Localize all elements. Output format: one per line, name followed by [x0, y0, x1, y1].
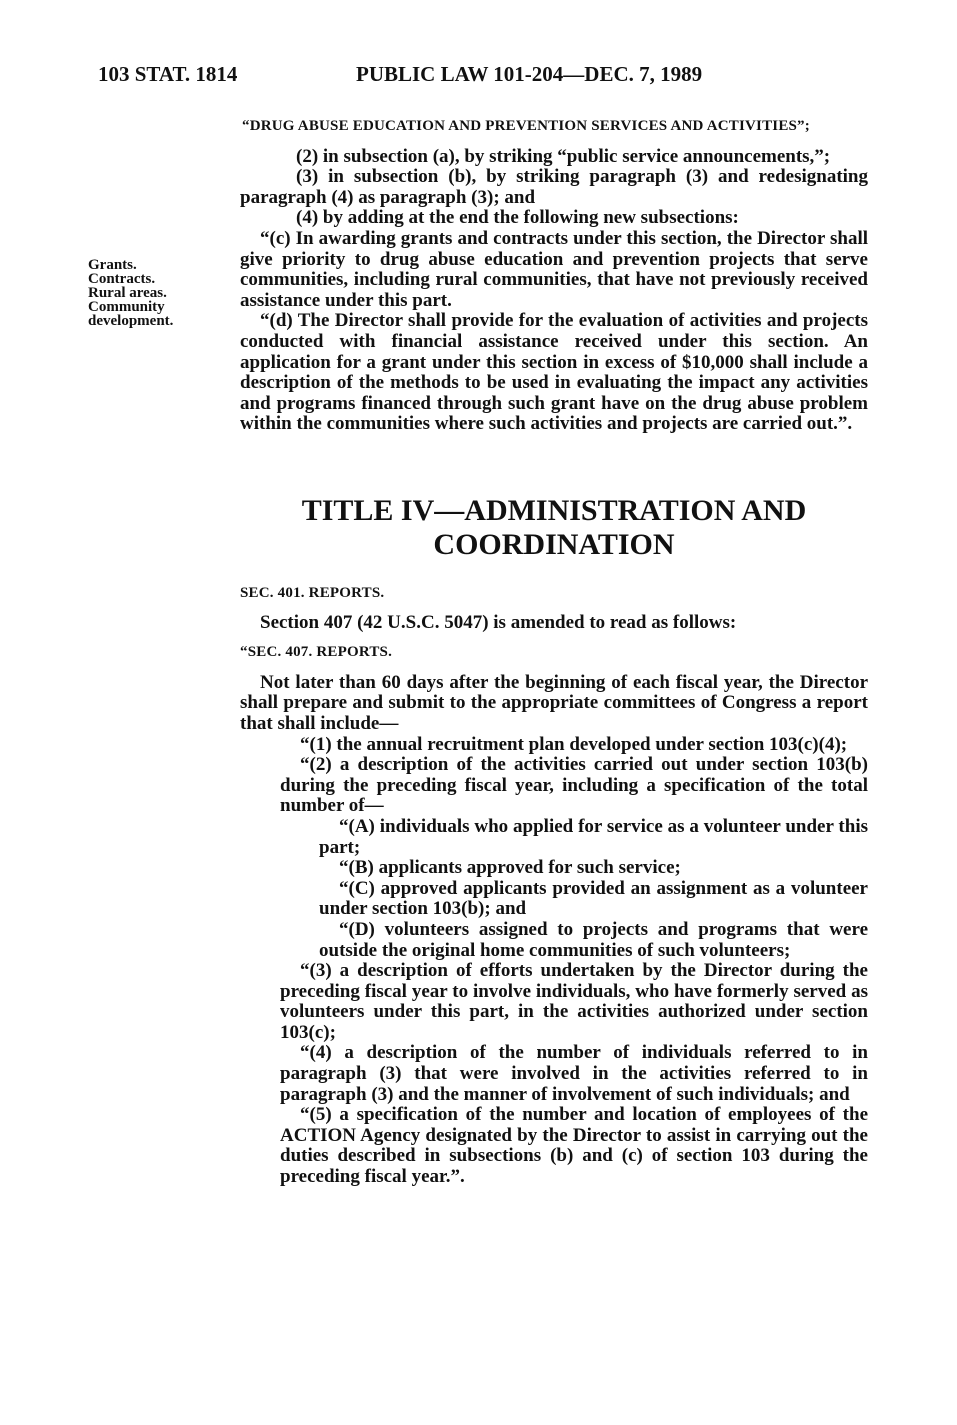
title-line-2: COORDINATION [433, 528, 675, 561]
item-3: “(3) a description of efforts undertaken by the Director during the preceding fiscal year to involve individuals, who have formerly served as volunteers under this part, in the activities authorized under section 103(c); [280, 960, 868, 1043]
title-heading [240, 494, 868, 562]
subsection-c: “(c) In awarding grants and contracts under this section, the Director shall give priority to drug abuse education and prevention projects that serve communities, including rural communities, that have not previously received assistance under this part. [240, 227, 868, 311]
sec-401-intro: Section 407 (42 U.S.C. 5047) is amended to read as follows: [260, 611, 737, 633]
margin-note: Rural areas. [88, 285, 167, 301]
item-D: “(D) volunteers assigned to projects and programs that were outside the original home communities of such volunteers; [319, 918, 868, 961]
section-heading-quote: “DRUG ABUSE EDUCATION AND PREVENTION SERVICES AND ACTIVITIES”; [242, 118, 810, 134]
item-1: “(1) the annual recruitment plan developed under section 103(c)(4); [300, 733, 848, 755]
margin-note: Community [88, 299, 165, 315]
section-401 [240, 583, 868, 1188]
public-law-citation: PUBLIC LAW 101-204—DEC. 7, 1989 [356, 62, 703, 86]
sec-407-body: Not later than 60 days after the beginning of each fiscal year, the Director shall prepare and submit to the appropriate committees of Congress a report that shall include— [240, 671, 868, 734]
margin-note: Contracts. [88, 271, 156, 287]
margin-notes [88, 258, 238, 328]
item-B: “(B) applicants approved for such service; [339, 857, 681, 879]
margin-note: Grants. [88, 257, 137, 273]
paragraph-3: (3) in subsection (b), by striking paragraph (3) and redesignating paragraph (4) as paragraph (3); and [240, 166, 868, 208]
sec-401-heading: SEC. 401. REPORTS. [240, 585, 385, 601]
margin-note: development. [88, 313, 174, 329]
paragraph-4: (4) by adding at the end the following new subsections: [296, 207, 739, 229]
item-4: “(4) a description of the number of individuals referred to in paragraph (3) that were involved in the activities referred to in paragraph (3) and the manner of involvement of such individuals; and [280, 1042, 868, 1105]
item-A: “(A) individuals who applied for service as a volunteer under this part; [319, 815, 868, 858]
item-C: “(C) approved applicants provided an assignment as a volunteer under section 103(b); and [319, 877, 868, 920]
stat-citation: 103 STAT. 1814 [98, 62, 238, 86]
subsection-d: “(d) The Director shall provide for the evaluation of activities and projects conducted with financial assistance received under this section. An application for a grant under this section in excess of $10,000 shall include a description of the methods to be used in evaluating the impact any activities and programs financed through such grant have on the drug abuse problem within the communities where such activities and projects are carried out.”. [240, 310, 868, 435]
paragraph-2: (2) in subsection (a), by striking “public service announcements,”; [296, 145, 831, 167]
title-line-1: TITLE IV—ADMINISTRATION AND [301, 494, 807, 527]
sec-407-heading: “SEC. 407. REPORTS. [240, 644, 393, 661]
item-2: “(2) a description of the activities carried out under section 103(b) during the preceding fiscal year, including a specification of the total number of— [280, 754, 868, 817]
top-section [240, 116, 868, 435]
item-5: “(5) a specification of the number and location of employees of the ACTION Agency designated by the Director to assist in carrying out the duties described in subsections (b) and (c) of section 103 during the preceding fiscal year.”. [280, 1104, 868, 1188]
